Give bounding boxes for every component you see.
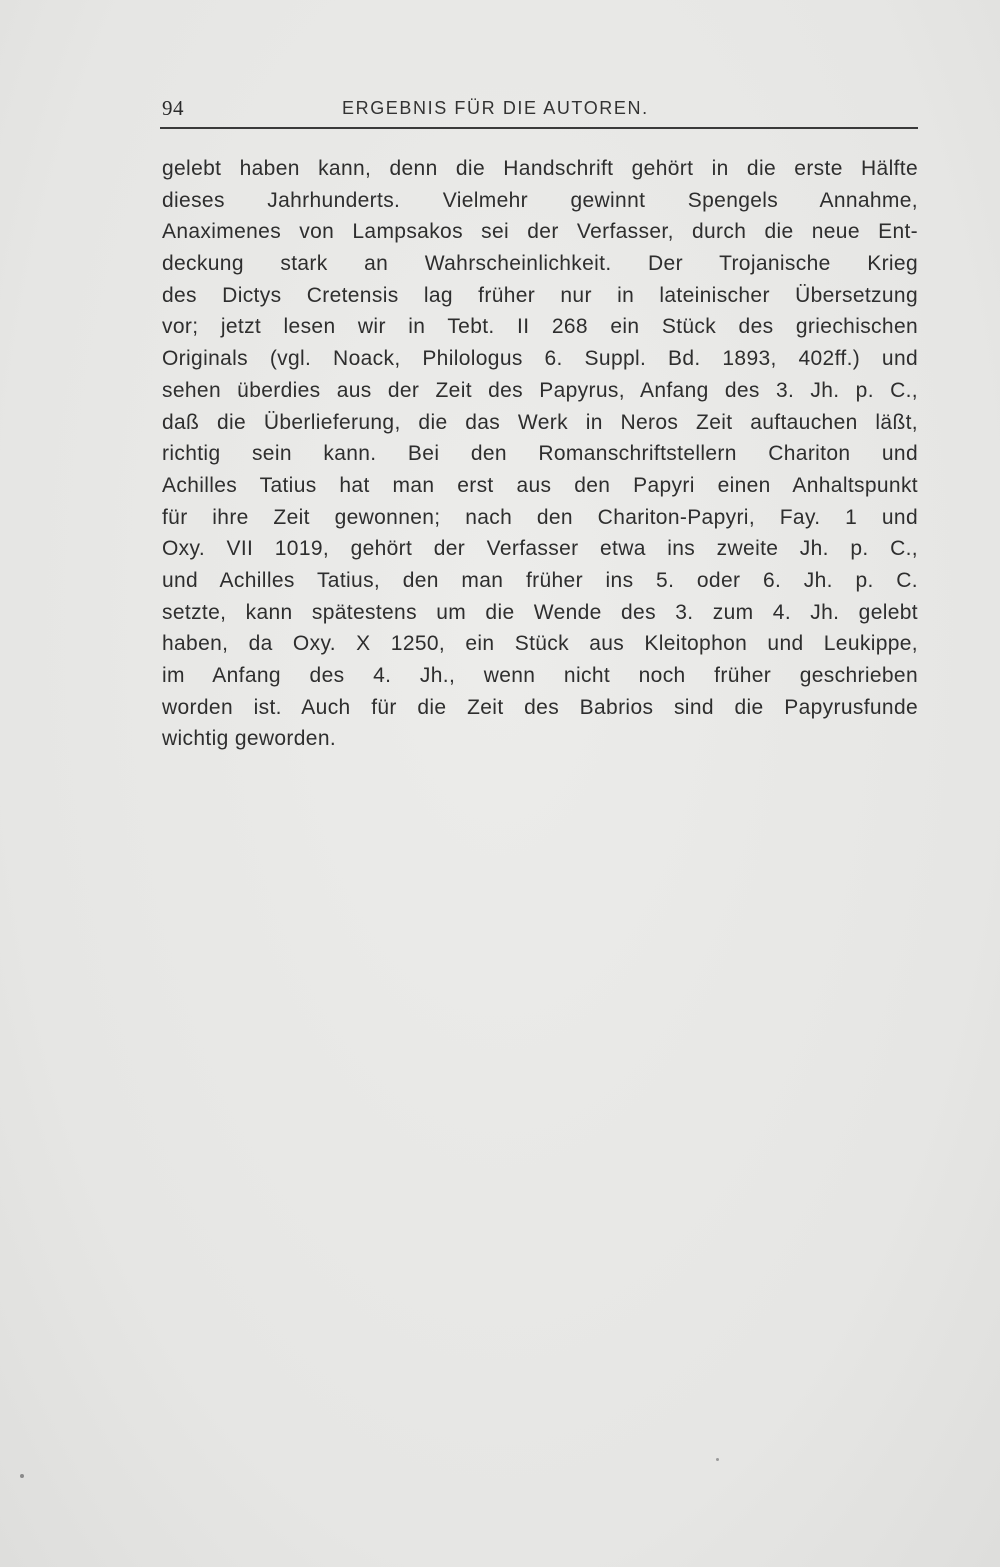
text-line: worden ist. Auch für die Zeit des Babrios sind die Papyrusfunde xyxy=(162,695,918,719)
header-rule xyxy=(160,127,918,129)
body-paragraph xyxy=(162,153,918,755)
text-line: vor; jetzt lesen wir in Tebt. II 268 ein Stück des griechischen xyxy=(162,315,918,339)
text-line: Originals (vgl. Noack, Philologus 6. Suppl. Bd. 1893, 402ff.) und xyxy=(162,347,918,371)
text-line-last: wichtig geworden. xyxy=(162,727,337,751)
text-line: daß die Überlieferung, die das Werk in Neros Zeit auftauchen läßt, xyxy=(162,410,918,434)
text-line: des Dictys Cretensis lag früher nur in lateinischer Übersetzung xyxy=(162,283,918,307)
text-line: für ihre Zeit gewonnen; nach den Chariton-Papyri, Fay. 1 und xyxy=(162,505,918,529)
text-line: Achilles Tatius hat man erst aus den Papyri einen Anhaltspunkt xyxy=(162,473,918,497)
text-line: und Achilles Tatius, den man früher ins 5. oder 6. Jh. p. C. xyxy=(162,568,918,592)
text-line: Anaximenes von Lampsakos sei der Verfasser, durch die neue Ent- xyxy=(162,220,918,244)
running-head-title: ERGEBNIS FÜR DIE AUTOREN. xyxy=(342,98,649,118)
text-line: haben, da Oxy. X 1250, ein Stück aus Kleitophon und Leukippe, xyxy=(162,632,918,656)
paper-speck xyxy=(716,1458,719,1461)
text-line: dieses Jahrhunderts. Vielmehr gewinnt Spengels Annahme, xyxy=(162,188,918,212)
text-line: setzte, kann spätestens um die Wende des 3. zum 4. Jh. gelebt xyxy=(162,600,918,624)
text-line: gelebt haben kann, denn die Handschrift gehört in die erste Hälfte xyxy=(162,157,918,180)
text-line: sehen überdies aus der Zeit des Papyrus, Anfang des 3. Jh. p. C., xyxy=(162,378,918,402)
page-number: 94 xyxy=(162,96,184,120)
paper-speck xyxy=(20,1474,24,1478)
text-line: im Anfang des 4. Jh., wenn nicht noch früher geschrieben xyxy=(162,664,918,687)
running-head xyxy=(162,96,918,128)
text-line: richtig sein kann. Bei den Romanschriftstellern Chariton und xyxy=(162,442,918,466)
text-line: Oxy. VII 1019, gehört der Verfasser etwa ins zweite Jh. p. C., xyxy=(162,537,918,561)
text-line: deckung stark an Wahrscheinlichkeit. Der Trojanische Krieg xyxy=(162,252,918,276)
